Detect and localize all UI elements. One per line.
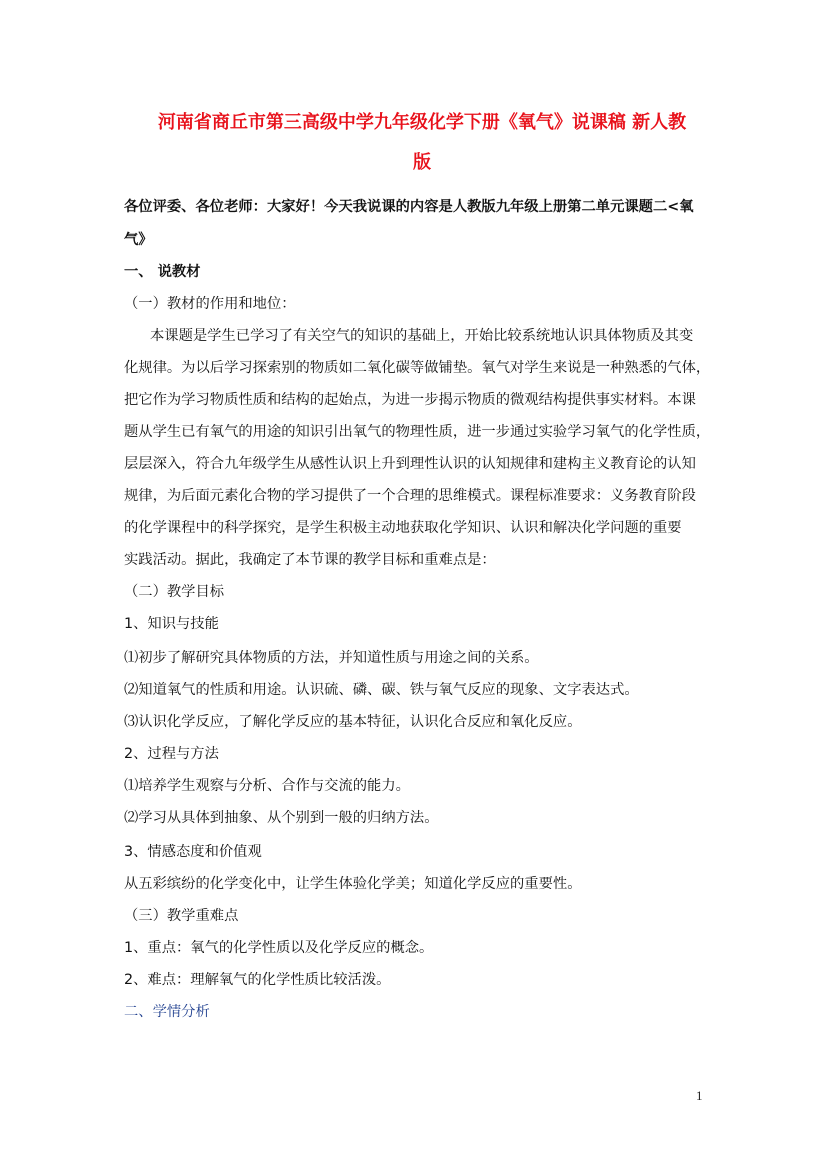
key-point: 1、重点：氧气的化学性质以及化学反应的概念。 — [124, 940, 434, 956]
difficult-point: 2、难点：理解氧气的化学性质比较活泼。 — [124, 972, 391, 988]
goal-2-item: ⑴培养学生观察与分析、合作与交流的能力。 — [124, 778, 410, 794]
goal-3-text: 从五彩缤纷的化学变化中，让学生体验化学美；知道化学反应的重要性。 — [124, 876, 582, 892]
goal-1-heading: 1、知识与技能 — [124, 616, 219, 632]
paragraph-line: 的化学课程中的科学探究，是学生积极主动地获取化学知识、认识和解决化学问题的重要 — [124, 520, 682, 536]
goal-1-item: ⑴初步了解研究具体物质的方法，并知道性质与用途之间的关系。 — [124, 650, 539, 666]
section-2-heading: 二、学情分析 — [124, 1004, 210, 1020]
paragraph-line: 题从学生已有氧气的用途的知识引出氧气的物理性质，进一步通过实验学习氧气的化学性质， — [124, 424, 711, 440]
goal-2-heading: 2、过程与方法 — [124, 746, 219, 762]
document-title-line-2: 版 — [413, 152, 431, 173]
page-number: 1 — [696, 1088, 703, 1103]
intro-line-1: 各位评委、各位老师：大家好！今天我说课的内容是人教版九年级上册第二单元课题二<氧 — [124, 199, 694, 215]
goal-1-item: ⑶认识化学反应，了解化学反应的基本特征，认识化合反应和氧化反应。 — [124, 714, 582, 730]
subsection-2-heading: （二）教学目标 — [124, 584, 225, 600]
paragraph-line: 把它作为学习物质性质和结构的起始点，为进一步揭示物质的微观结构提供事实材料。本课 — [124, 392, 696, 408]
paragraph-line: 层层深入，符合九年级学生从感性认识上升到理性认识的认知规律和建构主义教育论的认知 — [124, 456, 696, 472]
section-1-heading: 一、 说教材 — [124, 264, 201, 280]
paragraph-line: 化规律。为以后学习探索别的物质如二氧化碳等做铺垫。氧气对学生来说是一种熟悉的气体， — [124, 360, 711, 376]
goal-1-item: ⑵知道氧气的性质和用途。认识硫、磷、碳、铁与氧气反应的现象、文字表达式。 — [124, 682, 639, 698]
paragraph-line: 规律，为后面元素化合物的学习提供了一个合理的思维模式。课程标准要求：义务教育阶段 — [124, 488, 696, 504]
intro-line-2: 气》 — [124, 232, 153, 248]
goal-3-heading: 3、情感态度和价值观 — [124, 844, 262, 860]
subsection-1-heading: （一）教材的作用和地位： — [124, 296, 296, 312]
document-title-line-1: 河南省商丘市第三高级中学九年级化学下册《氧气》说课稿 新人教 — [157, 112, 687, 133]
paragraph-line: 实践活动。据此，我确定了本节课的教学目标和重难点是： — [124, 552, 496, 568]
subsection-3-heading: （三）教学重难点 — [124, 908, 239, 924]
goal-2-item: ⑵学习从具体到抽象、从个别到一般的归纳方法。 — [124, 810, 439, 826]
paragraph-line: 本课题是学生已学习了有关空气的知识的基础上，开始比较系统地认识具体物质及其变 — [150, 328, 694, 344]
